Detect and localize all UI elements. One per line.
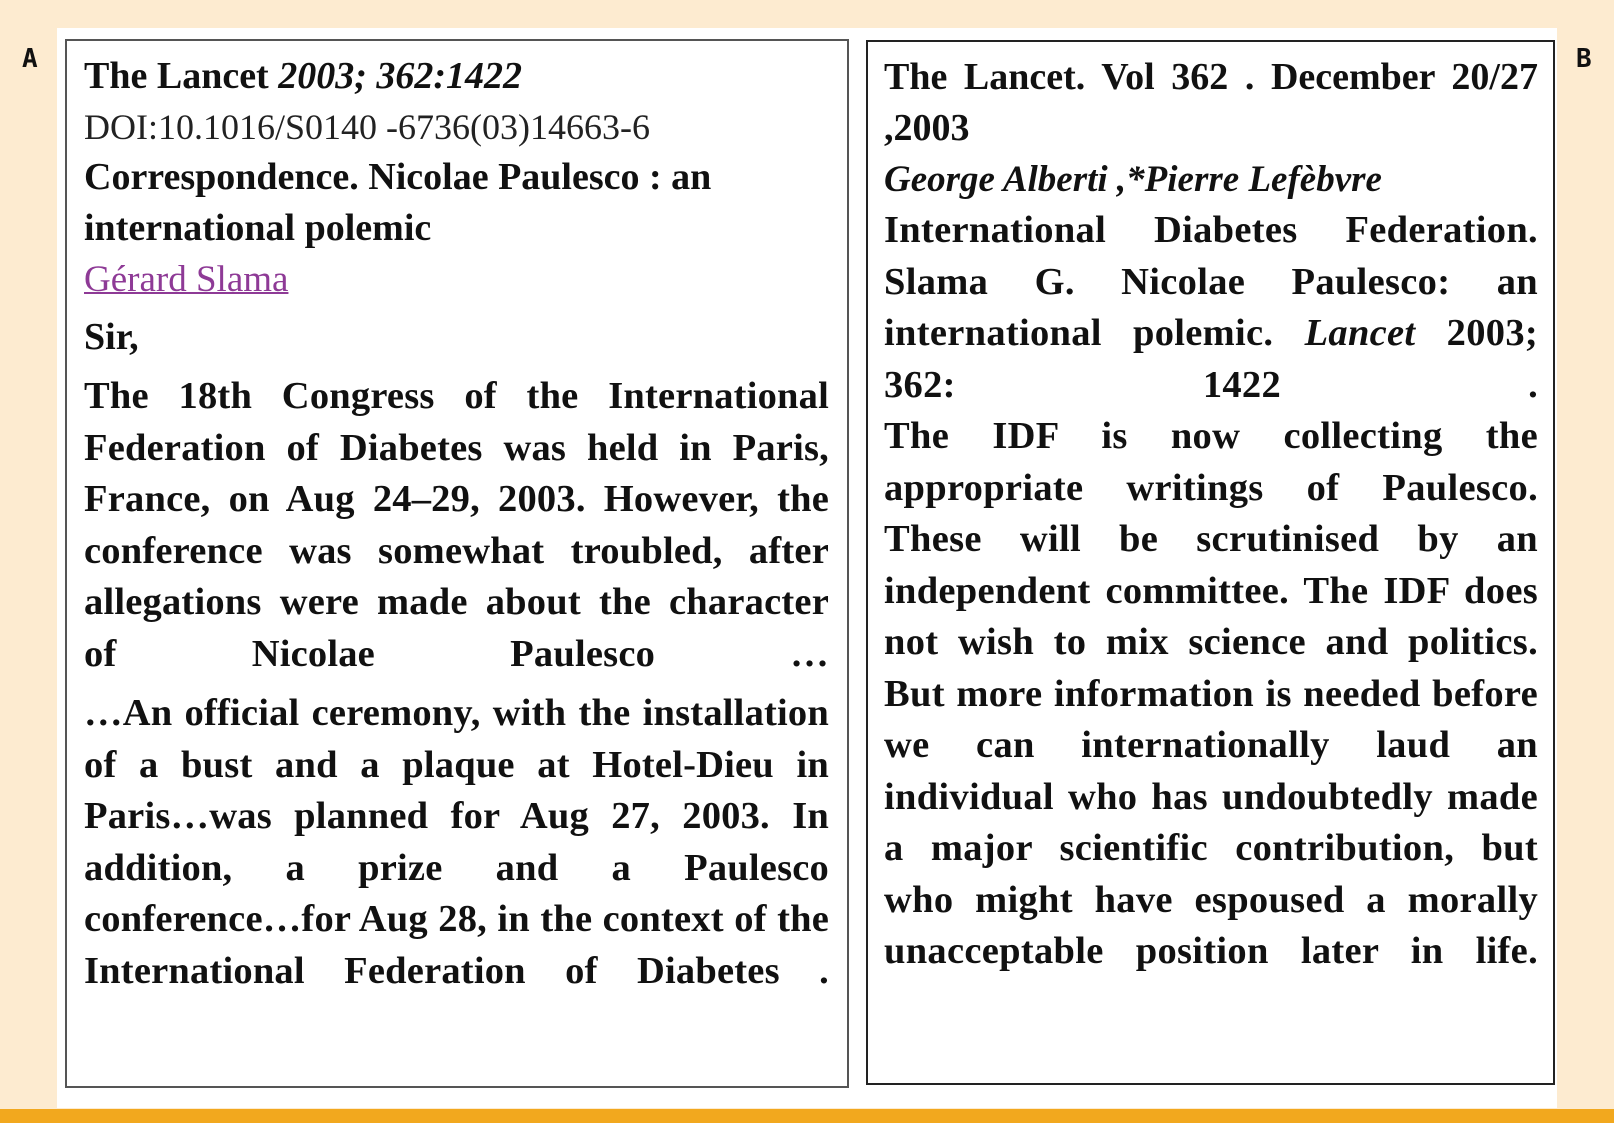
paragraph-2: …An official ceremony, with the installation of a bust and a plaque at Hotel-Dieu in Paris…was planned for Aug 27, 2003. In addition, a prize and a Paulesco conference…for Aug 28, in the context of the International Federation of Diabetes . bbox=[84, 692, 829, 992]
reply-paragraph: The IDF is now collecting the appropriate writings of Paulesco. These will be scrutinised by an independent committee. The IDF does not wish to mix science and politics. But more information is needed before we can internationally laud an individual who has undoubtedly made a major scientific contribution, but who might have espoused a morally unacceptable position later in life. bbox=[884, 415, 1538, 972]
panel-label-b: B bbox=[1576, 44, 1592, 74]
doi-line: DOI:10.1016/S0140 -6736(03)14663-6 bbox=[84, 107, 650, 147]
reference-journal: Lancet bbox=[1304, 312, 1416, 354]
paragraph-1: The 18th Congress of the International Federation of Diabetes was held in Paris, France, on Aug 24–29, 2003. However, the conference was somewhat troubled, after allegations were made about the character of Nicolae Paulesco … bbox=[84, 375, 829, 675]
panel-b-reply bbox=[866, 40, 1555, 1085]
panel-a-letter bbox=[65, 39, 849, 1088]
citation-details: 2003; 362:1422 bbox=[278, 55, 523, 97]
author-link[interactable]: Gérard Slama bbox=[84, 259, 289, 300]
reply-authors: George Alberti ,*Pierre Lefèbvre bbox=[884, 159, 1382, 200]
journal-line: The Lancet. Vol 362 . December 20/27 ,2003 bbox=[884, 56, 1538, 149]
reference-end: 2003; 362: 1422 . bbox=[884, 312, 1538, 406]
affiliation: International Diabetes Federation. bbox=[884, 209, 1538, 251]
panel-label-a: A bbox=[22, 44, 38, 74]
journal-name: The Lancet bbox=[84, 55, 269, 97]
accent-bar bbox=[0, 1109, 1614, 1123]
reference bbox=[884, 257, 1538, 412]
salutation: Sir, bbox=[84, 316, 139, 358]
article-title: Correspondence. Nicolae Paulesco : an international polemic bbox=[84, 156, 712, 249]
reference-start: Slama G. Nicolae Paulesco: an international polemic. bbox=[884, 260, 1538, 354]
citation-line bbox=[84, 51, 829, 102]
